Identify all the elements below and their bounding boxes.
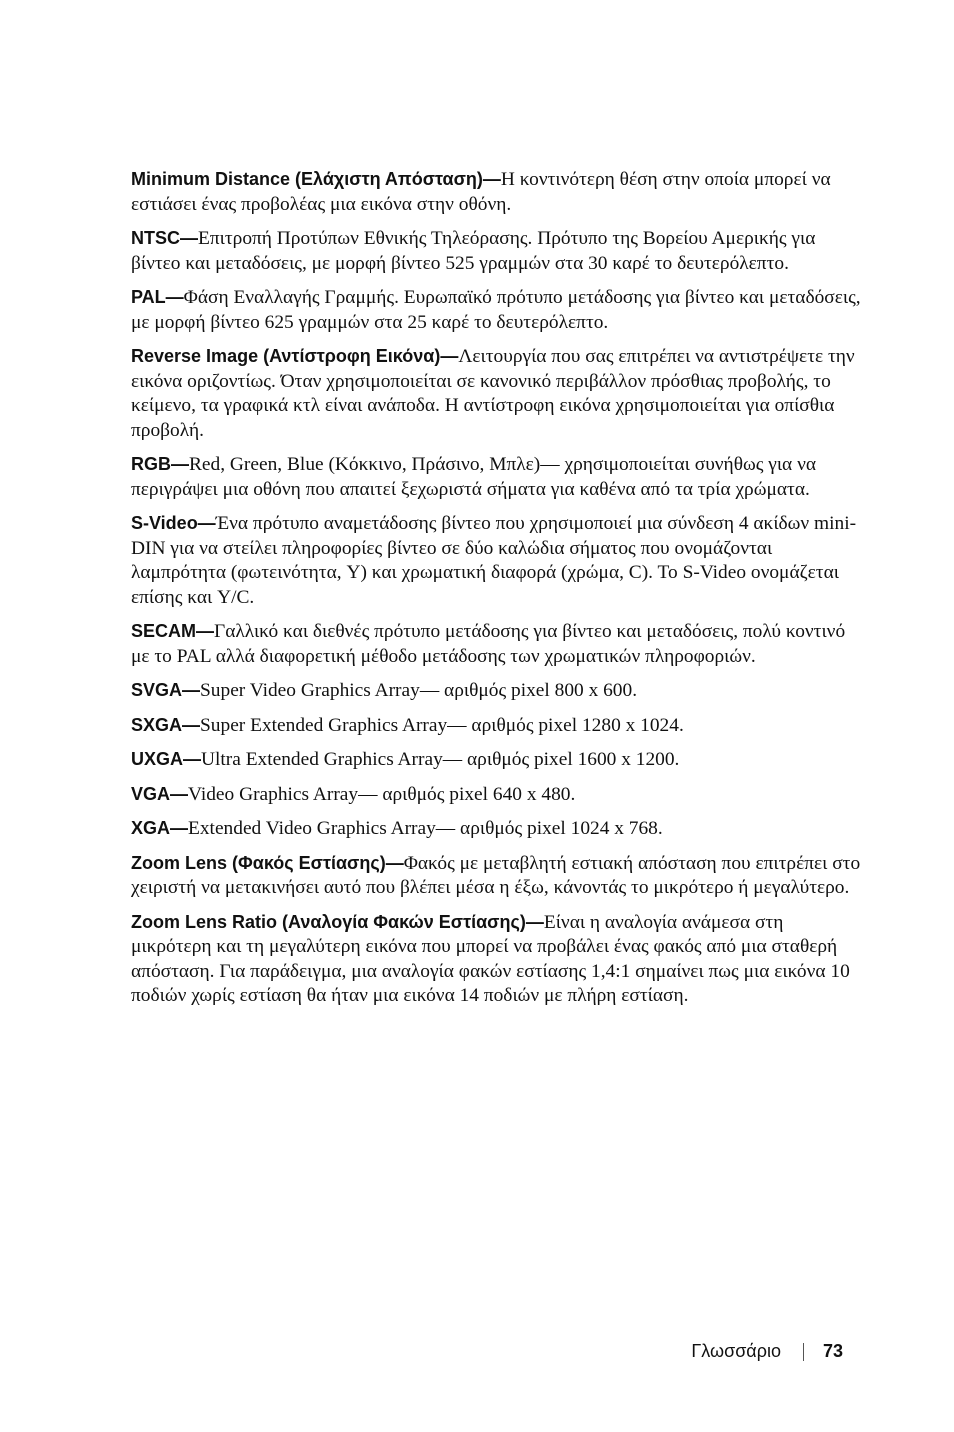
glossary-entry-uxga [131, 747, 866, 773]
glossary-entry-pal [131, 285, 866, 335]
glossary-entry-xga [131, 816, 866, 842]
glossary-definition: Η κοντινότερη θέση στην οποία μπορεί να εστιάσει ένας προβολέας μια εικόνα στην οθόνη. [131, 169, 831, 215]
glossary-list [131, 167, 866, 1018]
glossary-definition: Super Video Graphics Array— αριθμός pixel 800 x 600. [200, 680, 638, 701]
glossary-term: Reverse Image (Αντίστροφη Εικόνα)— [131, 346, 459, 366]
glossary-term: UXGA— [131, 749, 202, 769]
glossary-definition: Φακός με μεταβλητή εστιακή απόσταση που επιτρέπει στο χειριστή να μετακινήσει αυτό που βλέπει μέσα η έξω, κάνοντάς το μικρότερο ή μεγαλύτερο. [131, 852, 861, 898]
glossary-definition: Γαλλικό και διεθνές πρότυπο μετάδοσης για βίντεο και μεταδόσεις, πολύ κοντινό με το PAL αλλά διαφορετική μέθοδο μετάδοσης των χρωματικών πληροφοριών. [131, 621, 846, 667]
glossary-entry-zoom-lens-ratio [131, 910, 866, 1009]
glossary-definition: Λειτουργία που σας επιτρέπει να αντιστρέψετε την εικόνα οριζοντίως. Όταν χρησιμοποιείται σε κανονικό περιβάλλον πρόσθιας προβολής, το κείμενο, τα γραφικά κτλ είναι ανάποδα. Η αντίστροφη εικόνα χρησιμοποιείται για οπίσθια προβολή. [131, 346, 855, 441]
glossary-entry-reverse-image [131, 344, 866, 443]
glossary-entry-svga [131, 678, 866, 704]
glossary-entry-zoom-lens [131, 851, 866, 901]
glossary-entry-vga [131, 782, 866, 808]
glossary-definition: Extended Video Graphics Array— αριθμός pixel 1024 x 768. [188, 818, 663, 839]
glossary-definition: Video Graphics Array— αριθμός pixel 640 x 480. [188, 783, 576, 805]
glossary-term: XGA— [131, 818, 189, 838]
glossary-definition: Red, Green, Blue (Κόκκινο, Πράσινο, Μπλε)— χρησιμοποιείται συνήθως για να περιγράψει μια οθόνη που απαιτεί ξεχωριστά σήματα για καθένα από τα τρία χρώματα. [131, 454, 816, 500]
glossary-definition: Ένα πρότυπο αναμετάδοσης βίντεο που χρησιμοποιεί μια σύνδεση 4 ακίδων mini-DIN για να στείλει πληροφορίες βίντεο σε δύο καλώδια σήματος που ονομάζονται λαμπρότητα (φωτεινότητα, Y) και χρωματική διαφορά (χρώμα, C). Το S-Video ονομάζεται επίσης και Y/C. [131, 513, 857, 608]
glossary-entry-ntsc [131, 226, 866, 276]
glossary-term: NTSC— [131, 228, 198, 248]
glossary-entry-sxga [131, 713, 866, 739]
page-number: 73 [822, 1341, 843, 1361]
glossary-term: Zoom Lens (Φακός Εστίασης)— [131, 852, 404, 873]
glossary-definition: Είναι η αναλογία ανάμεσα στη μικρότερη και τη μεγαλύτερη εικόνα που μπορεί να προβάλει ένας φακός από μια σταθερή απόσταση. Για παράδειγμα, μια αναλογία φακών εστίασης 1,4:1 σημαίνει πως μια εικόνα 10 ποδιών χωρίς εστίαση θα ήταν μια εικόνα 14 ποδιών με πλήρη εστίαση. [131, 911, 850, 1006]
glossary-entry-secam [131, 619, 866, 669]
glossary-definition: Ultra Extended Graphics Array— αριθμός pixel 1600 x 1200. [201, 749, 680, 770]
glossary-term: RGB— [131, 454, 189, 474]
glossary-definition: Φάση Εναλλαγής Γραμμής. Ευρωπαϊκό πρότυπο μετάδοσης για βίντεο και μεταδόσεις, με μορφή βίντεο 625 γραμμών στα 25 καρέ το δευτερόλεπτο. [131, 287, 861, 333]
glossary-definition: Επιτροπή Προτύπων Εθνικής Τηλεόρασης. Πρότυπο της Βορείου Αμερικής για βίντεο και μεταδόσεις, με μορφή βίντεο 525 γραμμών στα 30 καρέ το δευτερόλεπτο. [131, 228, 816, 274]
footer-section-title: Γλωσσάριο [691, 1341, 781, 1361]
glossary-term: Minimum Distance (Ελάχιστη Απόσταση)— [131, 169, 501, 189]
glossary-term: PAL— [131, 287, 184, 307]
page-footer [691, 1341, 843, 1362]
glossary-entry-s-video [131, 511, 866, 610]
glossary-term: SECAM— [131, 621, 215, 641]
glossary-entry-rgb [131, 452, 866, 502]
footer-divider [803, 1343, 804, 1361]
glossary-term: SXGA— [131, 714, 201, 735]
glossary-term: S-Video— [131, 513, 216, 533]
glossary-term: Zoom Lens Ratio (Αναλογία Φακών Εστίασης)— [131, 911, 544, 932]
glossary-entry-minimum-distance [131, 167, 866, 217]
glossary-term: VGA— [131, 783, 189, 804]
glossary-term: SVGA— [131, 680, 201, 700]
glossary-definition: Super Extended Graphics Array— αριθμός pixel 1280 x 1024. [200, 714, 684, 736]
